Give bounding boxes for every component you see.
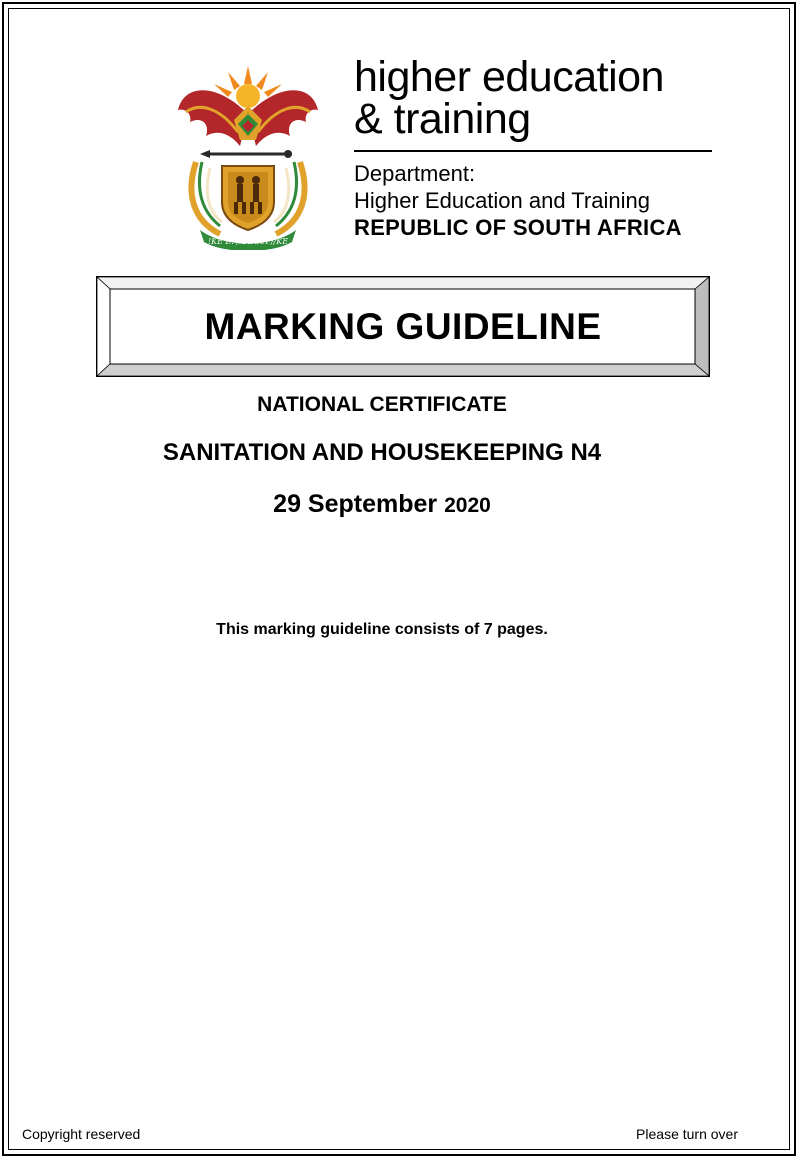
footer-copyright: Copyright reserved: [22, 1126, 141, 1142]
exam-date-year: 2020: [444, 494, 491, 517]
crest-motto: !KE E: /XARRA //KE: [207, 237, 289, 246]
brand-line-1: higher education: [354, 53, 664, 101]
title-frame: [96, 276, 710, 377]
exam-date: [0, 490, 764, 519]
country-name: REPUBLIC OF SOUTH AFRICA: [354, 215, 682, 240]
exam-date-day-month: 29 September: [273, 490, 438, 518]
footer-turn-over: Please turn over: [636, 1126, 738, 1142]
document-title: MARKING GUIDELINE: [204, 305, 602, 347]
certificate-type: NATIONAL CERTIFICATE: [257, 393, 507, 416]
department-branding: [354, 53, 714, 242]
brand-line-2: & training: [354, 95, 531, 143]
subject-name: SANITATION AND HOUSEKEEPING N4: [162, 439, 602, 466]
page-count-note: This marking guideline consists of 7 pages.: [216, 621, 548, 638]
coat-of-arms-logo: [176, 62, 320, 250]
brand-divider: [354, 150, 712, 152]
department-label: Department:: [354, 161, 476, 186]
department-name: Higher Education and Training: [354, 188, 650, 213]
